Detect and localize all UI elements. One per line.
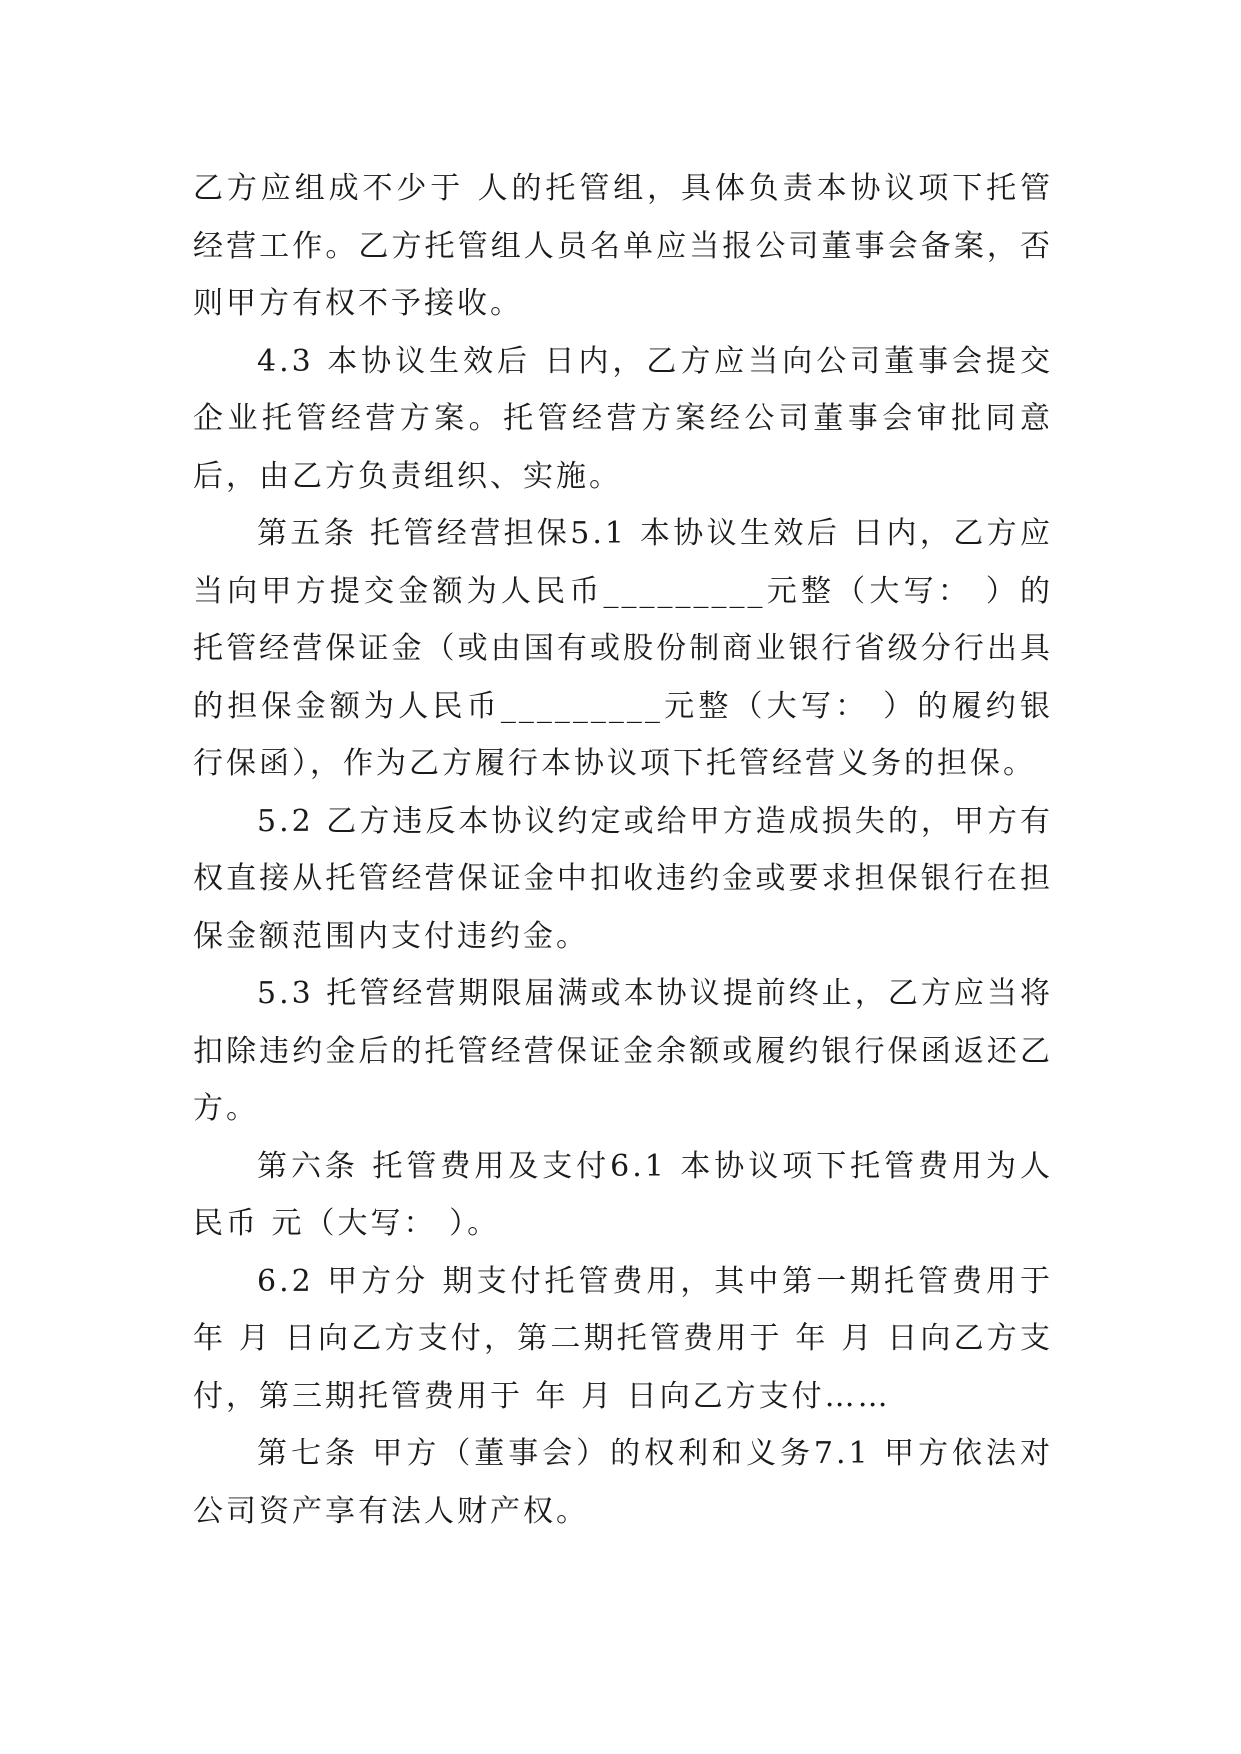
paragraph-article-5-1: 第五条 托管经营担保5.1 本协议生效后 日内，乙方应当向甲方提交金额为人民币_________元整（大写： ）的托管经营保证金（或由国有或股份制商业银行省级分行出具的担保金额为人民币_________元整（大写： ）的履约银行保函），作为乙方履行本协议项下托管经营义务的担保。 (193, 516, 1053, 781)
paragraph-team-composition: 乙方应组成不少于 人的托管组，具体负责本协议项下托管经营工作。乙方托管组人员名单应当报公司董事会备案，否则甲方有权不予接收。 (193, 171, 1053, 321)
paragraph-5-3: 5.3 托管经营期限届满或本协议提前终止，乙方应当将扣除违约金后的托管经营保证金余额或履约银行保函返还乙方。 (193, 976, 1053, 1126)
paragraph-article-6-1: 第六条 托管费用及支付6.1 本协议项下托管费用为人民币 元（大写： ）。 (193, 1148, 1053, 1241)
paragraph-article-7-1: 第七条 甲方（董事会）的权利和义务7.1 甲方依法对公司资产享有法人财产权。 (193, 1436, 1053, 1529)
paragraph-6-2: 6.2 甲方分 期支付托管费用，其中第一期托管费用于 年 月 日向乙方支付，第二期托管费用于 年 月 日向乙方支付，第三期托管费用于 年 月 日向乙方支付…… (193, 1263, 1053, 1414)
paragraph-4-3: 4.3 本协议生效后 日内，乙方应当向公司董事会提交企业托管经营方案。托管经营方案经公司董事会审批同意后，由乙方负责组织、实施。 (193, 343, 1053, 494)
paragraph-5-2: 5.2 乙方违反本协议约定或给甲方造成损失的，甲方有权直接从托管经营保证金中扣收违约金或要求担保银行在担保金额范围内支付违约金。 (193, 803, 1053, 954)
document-body (193, 160, 1053, 1540)
